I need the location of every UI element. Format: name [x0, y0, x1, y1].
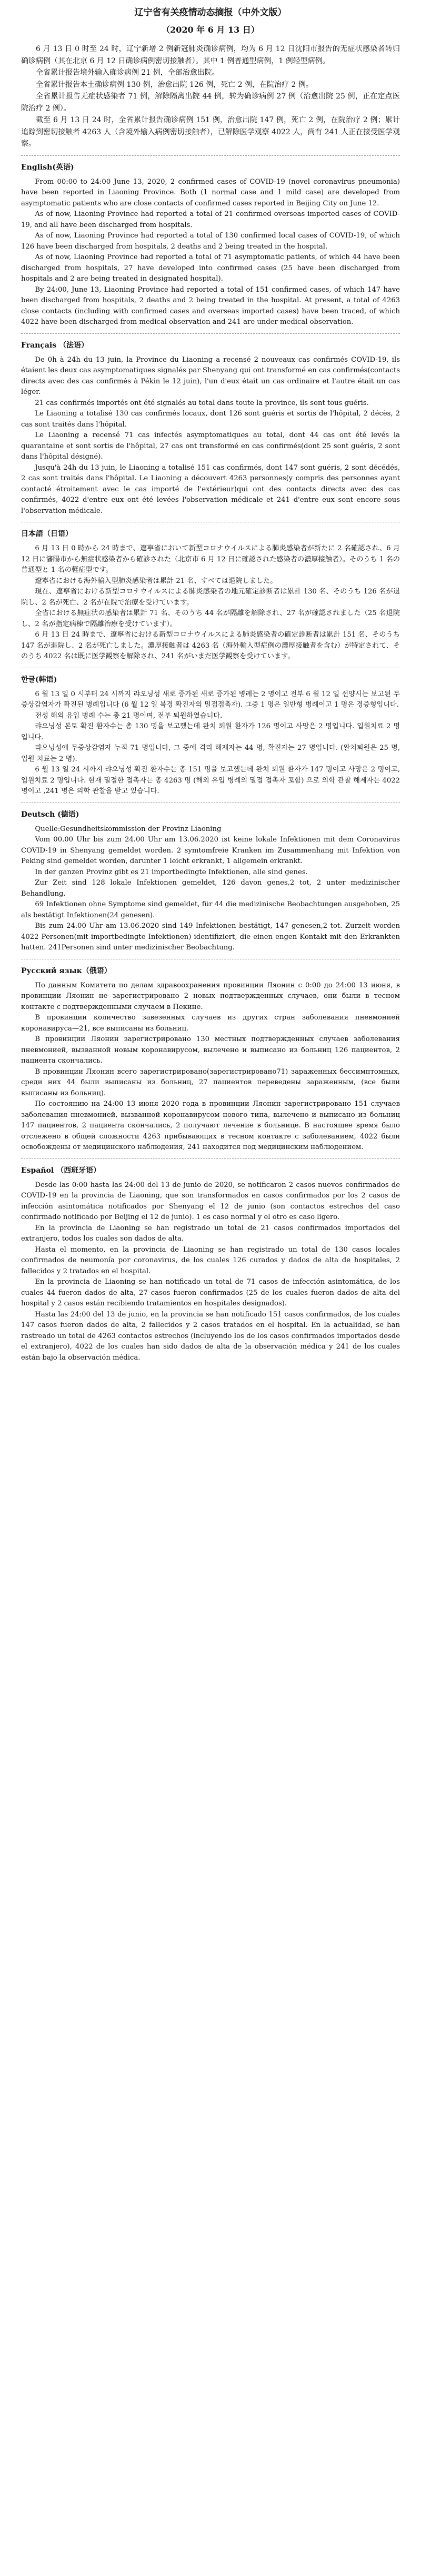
ja-paragraph: 現在、遼寧省における新型コロナウイルスによる肺炎感染者の地元確定診断者は累計 130 名、そのうち 126 名が退院し、2 名が死亡、2 名が在院で治療を受けています。 — [21, 588, 400, 607]
ko-paragraph: 랴오닝성 본토 확진 환자수는 총 130 명을 보고했는데 완치 퇴원 환자가 126 명이고 사망은 2 명입니다. 입원치료 2 명입니다. — [21, 722, 400, 741]
section-divider — [21, 802, 400, 803]
es-paragraph: Hasta el momento, en la provincia de Liaoning se han registrado un total de 130 casos locales confirmados de neumonía por coronavirus, de los cuales 126 curados y dados de alta de hospitales, 2 fallecidos y 2 tratados en el hospital. — [21, 1245, 400, 1275]
section-heading-english: English(英语) — [21, 163, 74, 172]
es-paragraph: Hasta las 24:00 del 13 de junio, en la provincia se han notificado 151 casos confirmados, de los cuales 147 casos fueron dados de alta, 2 fallecidos y 2 casos tratados en el hospital. En la actualidad, se han rastreado un total de 4263 contactos estrechos (incluyendo los de los casos confirmados importados desde el extranjero), 4022 de los cuales han sido dados de alta de la observación médica y 241 de los cuales están bajo la observación médica. — [21, 1310, 400, 1362]
de-paragraph: In der ganzen Provinz gibt es 21 importbedingte Infektionen, alle sind genes. — [35, 868, 308, 876]
de-paragraph: Bis zum 24.00 Uhr am 13.06.2020 sind 149 Infektionen bestätigt, 147 genesen,2 tot. Zurzeit worden 4022 Personen(mit importbedingte Infektionen) identifiziert, die einen engen Kontakt mit den Erkrankten hatten. 241Personen sind unter medizinischer Beobachtung. — [21, 922, 400, 952]
french-section — [21, 339, 400, 517]
fr-paragraph: De 0h à 24h du 13 juin, la Province du Liaoning a recensé 2 nouveaux cas confirmés COVID-19, ils étaient les deux cas asymptomatiques signalés par Shenyang qui ont transformé en cas confirmés(contacts directs avec des cas confirmés à Pékin le 12 juin), l'un d'eux était un cas ordinaire et l'autre était un cas léger. — [21, 355, 400, 396]
ko-paragraph: 랴오닝성에 무증상감염자 누적 71 명입니다, 그 중에 격리 해제자는 44 명, 확진자는 27 명입니다. (완치퇴원은 25 명, 입원 치료는 2 명). — [21, 744, 400, 763]
section-heading-spanish: Español （西班牙语） — [21, 1166, 101, 1175]
zh-paragraph: 全省累计报告境外输入确诊病例 21 例，全部治愈出院。 — [36, 68, 219, 77]
ru-paragraph: В провинции Ляонин зарегистрировано 130 местных подтвержденных случаев заболевания пневмонией, вызванной новым коронавирусом, вылечено и выписано из больниц 126 пациентов, 2 пациента скончались. — [21, 1035, 400, 1065]
japanese-section — [21, 528, 400, 662]
es-paragraph: En la provincia de Liaoning se han registrado un total de 21 casos confirmados importados del extranjero, todos los cuales son dados de alta. — [21, 1224, 400, 1243]
fr-paragraph: Jusqu'à 24h du 13 juin, le Liaoning a totalisé 151 cas confirmés, dont 147 sont guéris, 2 sont décédés, 2 cas sont traités dans l'hôpital. Le Liaoning a découvert 4263 personnes(y compris des personnes ayant contacté étroitement avec le cas importé de l'extérieur)qui ont des contacts directs avec des cas confirmés, 4022 d'entre eux ont été levées l'observation médicale et 241 d'entre eux sont encore sous l'observation médicale. — [21, 463, 400, 515]
section-heading-russian: Русский язык（俄语） — [21, 966, 112, 975]
ja-paragraph: 全省における無症状の感染者は累計 71 名、そのうち 44 名が隔離を解除され、27 名が確認されました（25 名退院し、2 名が指定病棟で隔離治療を受けています）。 — [21, 609, 400, 628]
en-paragraph: By 24:00, June 13, Liaoning Province had reported a total of 151 confirmed cases, of which 147 have been discharged from hospitals, 2 deaths and 2 being treated in the hospital. At present, a total of 4263 close contacts (including with confirmed cases and overseas imported cases) have been traced, of which 4022 have been discharged from medical observation and 241 are under medical observation. — [21, 285, 400, 326]
spanish-section — [21, 1164, 400, 1364]
fr-paragraph: 21 cas confirmés importés ont été signalés au total dans toute la province, ils sont tous guéris. — [35, 399, 369, 407]
de-paragraph: Vom 00.00 Uhr bis zum 24.00 Uhr am 13.06.2020 ist keine lokale Infektionen mit dem Coronavirus COVID-19 in Shenyang gemeldet worden. 2 symtomfreie Kranken im Zusammenhang mit Infektion von Peking sind gemeldet worden, darunter 1 leicht erkrankt, 1 allgemein erkrankt. — [21, 836, 400, 865]
section-divider — [21, 155, 400, 156]
ja-paragraph: 6 月 13 日 0 時から 24 時まで、遼寧省において新型コロナウイルスによる肺炎感染者が新たに 2 名確認され、6 月 12 日に瀋陽市から無症状感染者から確診された（北京市 6 月 12 日に確認された感染者の濃厚接触者）。そのうち 1 名の普通型と 1 名の軽症型です。 — [21, 544, 400, 574]
fr-paragraph: Le Liaoning a recensé 71 cas infectés asymptomatiques au total, dont 44 cas ont été levés la quarantaine et sont sortis de l'hôpital, 27 cas ont transformé en cas confirmés(dont 25 sont guéris, 2 sont dans l'hôpital désigné). — [21, 431, 400, 461]
es-paragraph: En la provincia de Liaoning se han notificado un total de 71 casos de infección asintomática, de los cuales 44 fueron dados de alta, 27 casos fueron confirmados (25 de los cuales fueron dados de alta del hospital y 2 casos están recibiendo tratamientos en hospitales designados). — [21, 1278, 400, 1307]
ru-paragraph: По данным Комитета по делам здравоохранения провинции Ляонин с 0:00 до 24:00 13 июня, в провинции Ляонин не зарегистрировано 2 новых подтвержденных случаев, они были в тесном контакте с подтвержденными случаем в Пекине. — [21, 981, 400, 1011]
en-paragraph: As of now, Liaoning Province had reported a total of 130 confirmed local cases of COVID-19, of which 126 have been discharged from hospitals, 2 deaths and 2 being treated in the hospital. — [21, 232, 400, 251]
section-divider — [21, 333, 400, 334]
ko-paragraph: 전성 해외 유입 병례 수는 총 21 명이며, 전부 퇴원하였습니다. — [35, 711, 223, 720]
zh-paragraph: 截至 6 月 13 日 24 时，全省累计报告确诊病例 151 例，治愈出院 147 例，死亡 2 例，在院治疗 2 例；累计追踪到密切接触者 4263 人（含境外输入病例密切接触者），已解除医学观察 4022 人，尚有 241 人正在接受医学观察。 — [21, 116, 400, 148]
ko-paragraph: 6 월 13 일 24 시까지 랴오닝성 확진 환자수는 총 151 명을 보고했는데 완치 퇴원 환자가 147 명이고 사망은 2 명이고, 입원치료 2 명입니다. 현재 밀접한 접촉자는 총 4263 명 (해외 유입 병례의 밀접 접촉자 포함) 으로 의학 관찰 해제자는 4022 명이고 ,241 명은 의학 관찰을 받고 있습니다. — [21, 766, 400, 795]
ko-paragraph: 6 월 13 일 0 시부터 24 시까지 랴오닝성 새로 증가된 새로 증가된 병례는 2 명이고 전부 6 월 12 일 선양시는 보고된 무증상감염자가 확진된 병례입니다 (6 월 12 일 북경 확진자의 밀접접촉자). 그중 1 명은 일반형 병례이고 1 명은 경증형입니다. — [21, 690, 400, 709]
ru-paragraph: По состоянию на 24:00 13 июня 2020 года в провинции Ляонин зарегистрировано 151 случаев заболевания пневмонией, вызванной коронавирусом нового типа, вылечено и выписано из больниц 147 пациентов, 2 пациента скончались, 2 получают лечение в больнице. В настоящее время было отслежено в общей сложности 4263 прибывающих в тесном контакте с заболеванием, 4022 были освобождены от медицинского наблюдения, 241 находится под медицинским наблюдением. — [21, 1100, 400, 1151]
section-heading-french: Français （法语） — [21, 341, 88, 350]
en-paragraph: As of now, Liaoning Province had reported a total of 71 asymptomatic patients, of which 44 have been discharged from hospitals, 27 have developed into confirmed cases (25 have been discharged from hospitals and 2 are being treated in designated hospital). — [21, 253, 400, 283]
ja-paragraph: 遼寧省における海外輸入型肺炎感染者は累計 21 名、すべては退院しました。 — [35, 577, 277, 585]
ru-paragraph: В провинции количество завезенных случаев из других стран заболевания пневмонией коронавируса—21, все выписаны из больниц. — [21, 1014, 400, 1033]
english-section — [21, 161, 400, 328]
section-heading-german: Deutsch (德语) — [21, 810, 79, 819]
russian-section — [21, 965, 400, 1153]
zh-paragraph: 6 月 13 日 0 时至 24 时，辽宁新增 2 例新冠肺炎确诊病例，均为 6 月 12 日沈阳市报告的无症状感染者转归确诊病例（其在北京 6 月 12 日确诊病例密切接触者）。其中 1 例普通型病例，1 例轻型病例。 — [21, 45, 400, 65]
zh-paragraph: 全省累计报告本土确诊病例 130 例，治愈出院 126 例，死亡 2 例，在院治疗 2 例。 — [36, 80, 313, 89]
german-section — [21, 808, 400, 954]
korean-section — [21, 673, 400, 797]
en-paragraph: As of now, Liaoning Province had reported a total of 21 confirmed overseas imported cases of COVID-19, and all have been discharged from hospitals. — [21, 210, 400, 229]
chinese-section — [21, 43, 400, 150]
es-paragraph: Desde las 0:00 hasta las 24:00 del 13 de junio de 2020, se notificaron 2 casos nuevos confirmados de COVID-19 en la provincia de Liaoning, que son transformados en casos confirmados por los 2 casos de infección asintomática notificados por Shenyang el 12 de junio (son contactos estrechos del caso confirmado notificado por Beijing el 12 de junio). 1 es caso normal y el otro es caso ligero. — [21, 1181, 400, 1221]
zh-paragraph: 全省累计报告无症状感染者 71 例，解除隔离出院 44 例，转为确诊病例 27 例（治愈出院 25 例，正在定点医院治疗 2 例）。 — [21, 92, 400, 113]
section-heading-japanese: 日本語（日语） — [21, 530, 73, 538]
ru-paragraph: В провинции Ляонин всего зарегистрировано(зарегистрировано71) зараженных бессимптомных, среди них 44 были выписаны из больниц, 27 пациентов переведены зараженным, (все были выписаны из больниц). — [21, 1067, 400, 1097]
section-divider — [21, 1158, 400, 1159]
de-paragraph: Zur Zeit sind 128 lokale Infektionen gemeldet, 126 davon genes,2 tot, 2 unter medizinischer Behandlung. — [21, 879, 400, 898]
de-paragraph: Quelle:Gesundheitskommission der Provinz Liaoning — [35, 825, 222, 833]
fr-paragraph: Le Liaoning a totalisé 130 cas confirmés locaux, dont 126 sont guéris et sortis de l'hôpital, 2 décès, 2 cas sont traités dans l'hôpital. — [21, 410, 400, 429]
en-paragraph: From 00:00 to 24:00 June 13, 2020, 2 confirmed cases of COVID-19 (novel coronavirus pneumonia) have been reported in Liaoning Province. Both (1 normal case and 1 mild case) are developed from asymptomatic patients who are close contacts of confirmed cases reported in Beijing City on June 12. — [21, 177, 400, 207]
de-paragraph: 69 Infektionen ohne Symptome sind gemeldet, für 44 die medizinische Beobachtungen ausgehoben, 25 als bestätigt Infektionen(24 genesen). — [21, 900, 400, 919]
section-heading-korean: 한글(韩语) — [21, 675, 57, 684]
document-date: （2020 年 6 月 13 日） — [162, 25, 259, 35]
ja-paragraph: 6 月 13 日 24 時まで、遼寧省における新型コロナウイルスによる肺炎感染者の確定診断者は累計 151 名、そのうち 147 名が退院し、2 名が死亡しました。濃厚接触者は 4263 名（海外輸入型症例の濃厚接触者を含む）が特定されて、そのうち 4022 名は既に医学観察を解除され、241 名がいまだ医学観察を受けています。 — [21, 631, 400, 660]
document-title: 辽宁省有关疫情动态摘报（中外文版） — [134, 7, 287, 18]
